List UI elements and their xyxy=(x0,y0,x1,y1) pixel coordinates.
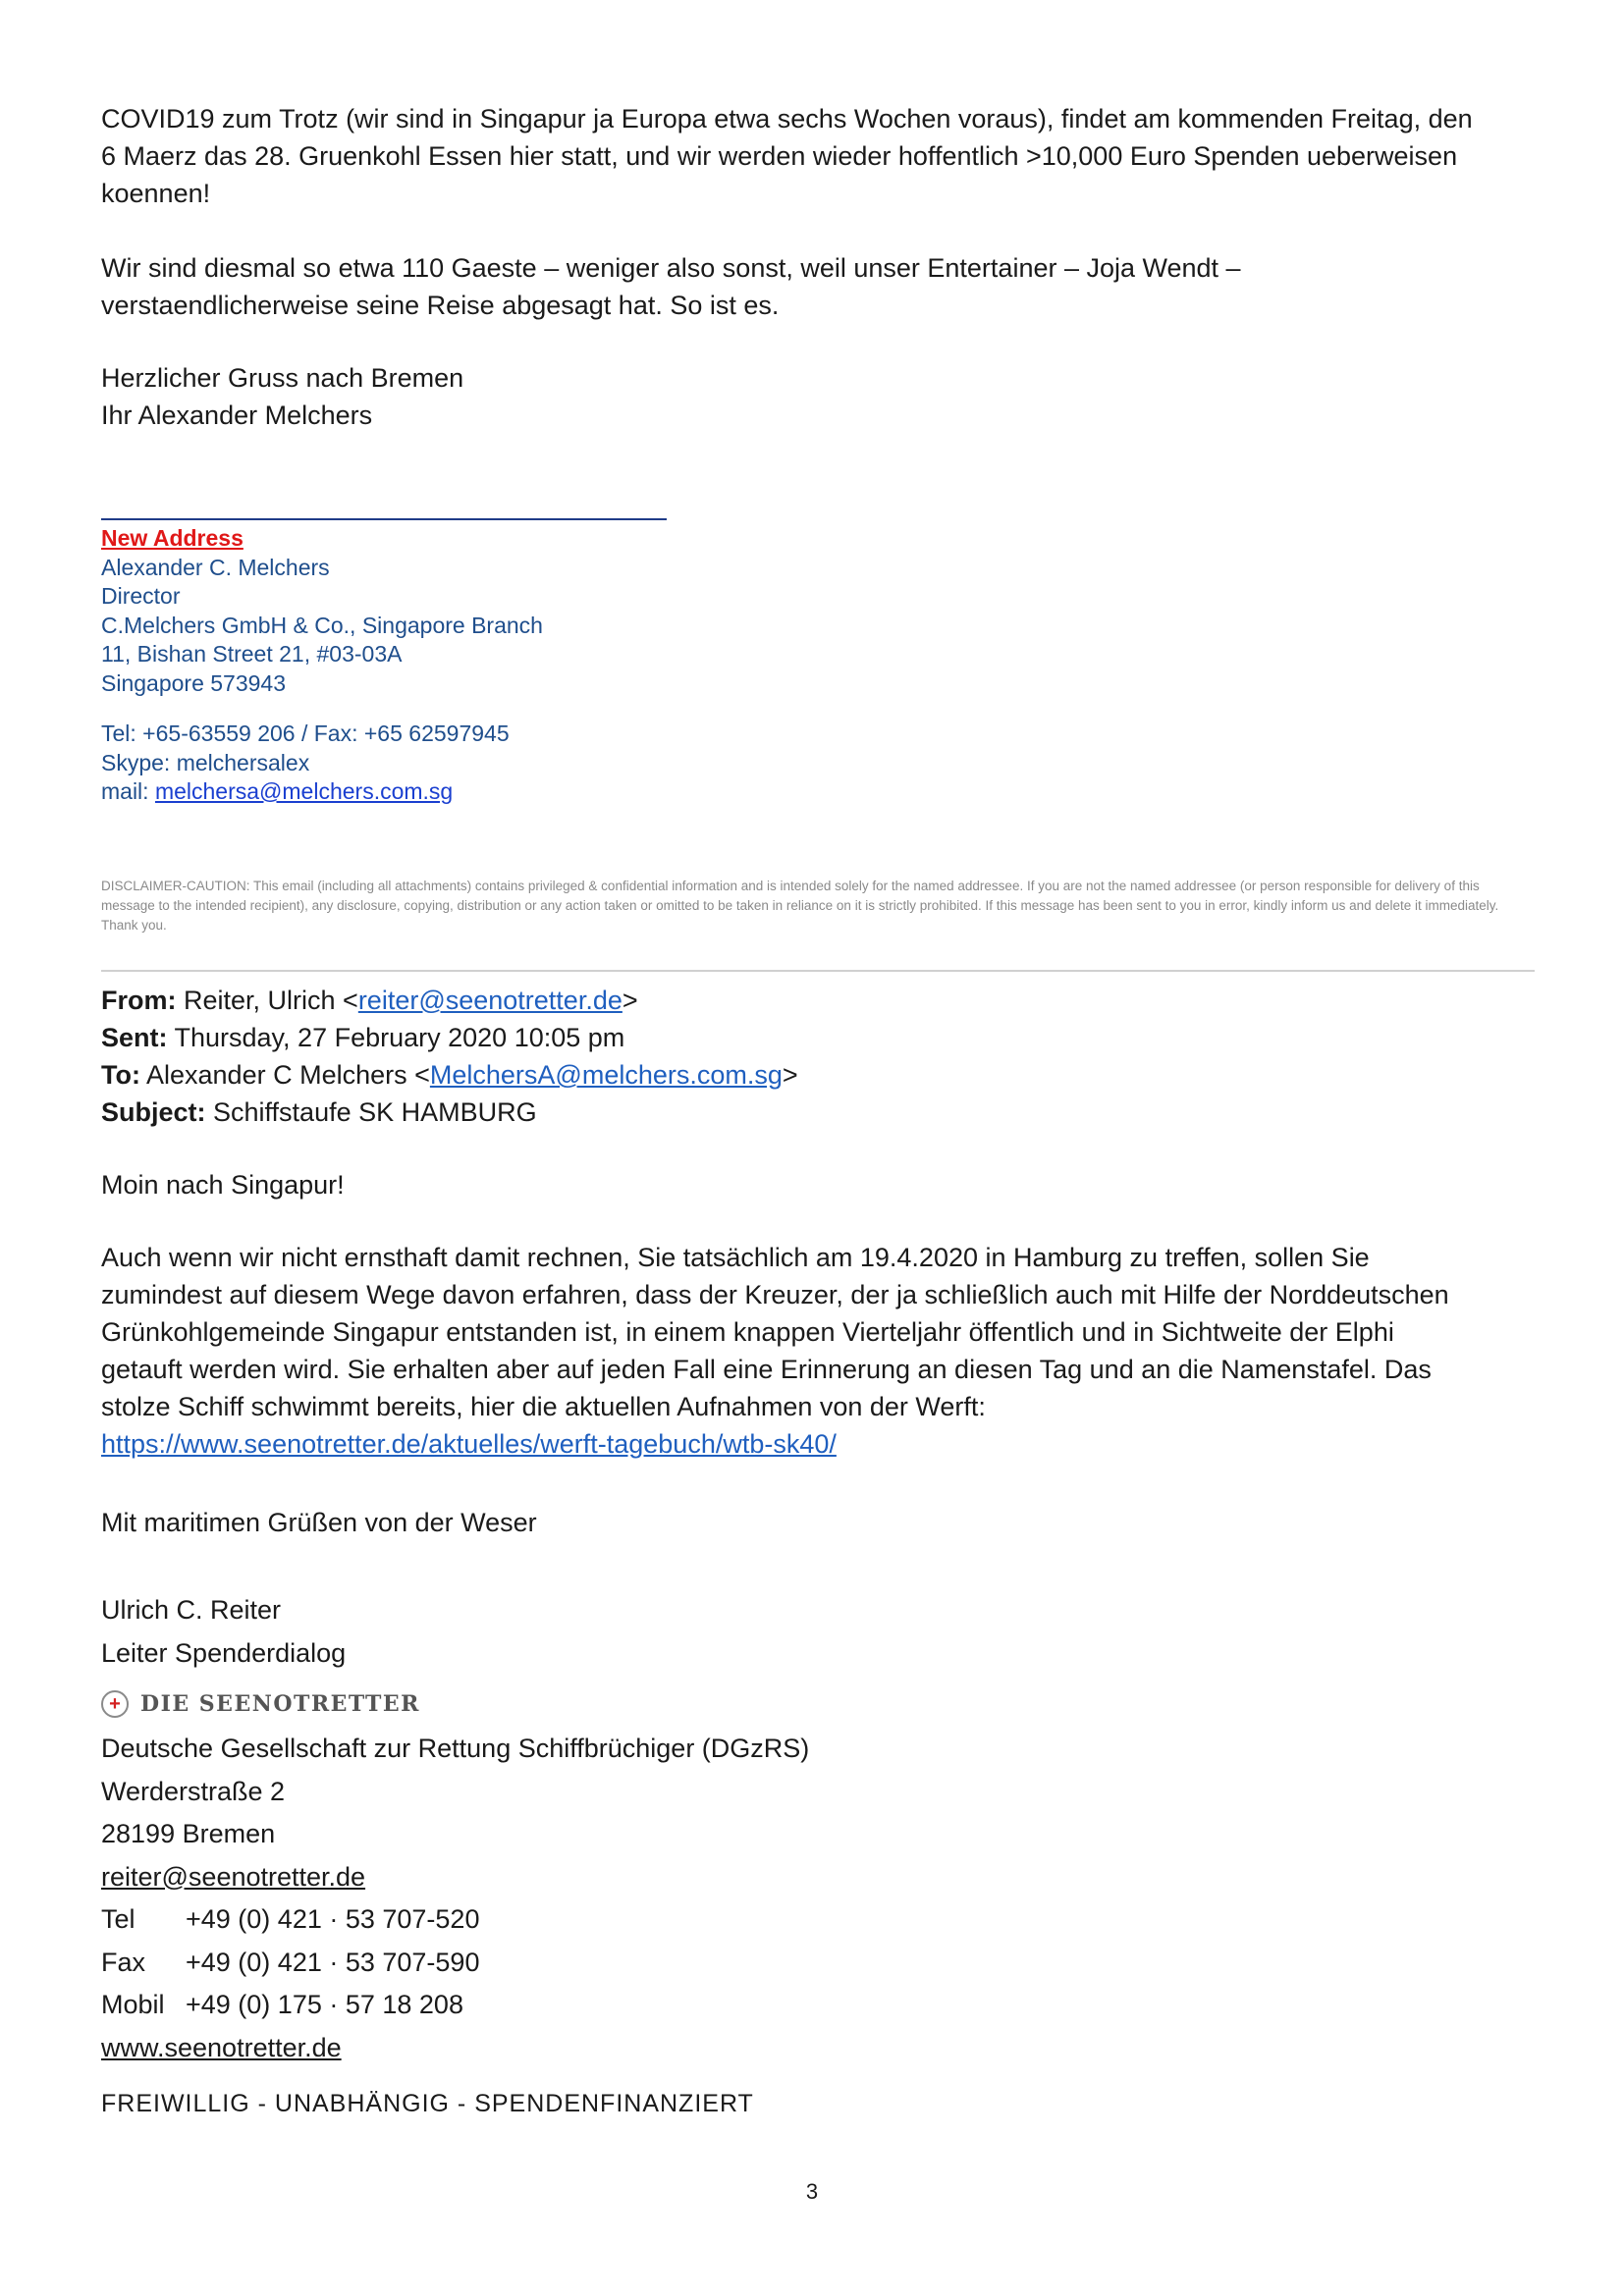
org-name: Deutsche Gesellschaft zur Rettung Schiffbrüchiger (DGzRS) xyxy=(101,1734,810,1763)
text-line: verstaendlicherweise seine Reise abgesagt hat. So ist es. xyxy=(101,291,780,320)
org-street: Werderstraße 2 xyxy=(101,1776,286,1806)
sent-label: Sent: xyxy=(101,1023,168,1052)
text-line: zumindest auf diesem Wege davon erfahren, dass der Kreuzer, der ja schließlich auch mit Hilfe der Norddeutschen xyxy=(101,1280,1449,1309)
signature-mail-line xyxy=(101,777,671,807)
to-line xyxy=(101,1056,1535,1094)
to-email-link[interactable]: MelchersA@melchers.com.sg xyxy=(429,1060,783,1090)
message-paragraph-1 xyxy=(101,100,1535,212)
signature-divider xyxy=(101,518,667,520)
mobil-line xyxy=(101,1984,1083,2027)
from-email-link[interactable]: reiter@seenotretter.de xyxy=(357,986,623,1015)
from-end: > xyxy=(622,986,638,1015)
to-name: Alexander C Melchers < xyxy=(139,1060,430,1090)
text-line: Grünkohlgemeinde Singapur entstanden ist, in einem knappen Vierteljahr öffentlich und in Sichtweite der Elphi xyxy=(101,1317,1394,1347)
to-label: To: xyxy=(101,1060,140,1090)
email-separator xyxy=(101,970,1535,972)
sent-line xyxy=(101,1019,1535,1056)
disclaimer-text: DISCLAIMER-CAUTION: This email (including all attachments) contains privileged & confidential information and is intended solely for the named addressee. If you are not the named addressee (or person responsible for delivery of this message to the intended recipient), any disclosure, copying, distribution or any action taken or omitted to be taken in reliance on it is strictly prohibited. If this message has been sent to you in error, kindly inform us and delete it immediately. Thank you. xyxy=(101,879,1499,933)
signature-title: Director xyxy=(101,583,181,609)
org-motto: FREIWILLIG - UNABHÄNGIG - SPENDENFINANZIERT xyxy=(101,2090,754,2117)
signature-name: Alexander C. Melchers xyxy=(101,554,330,580)
fax-value: +49 (0) 421 · 53 707-590 xyxy=(186,1947,480,1977)
text-line: 6 Maerz das 28. Gruenkohl Essen hier statt, und wir werden wieder hoffentlich >10,000 Euro Spenden ueberweisen xyxy=(101,141,1458,171)
subject-label: Subject: xyxy=(101,1097,206,1127)
logo-text: DIE SEENOTRETTER xyxy=(140,1691,420,1717)
reply-body xyxy=(101,1239,1535,1463)
signature-city: Singapore 573943 xyxy=(101,669,286,696)
text-line: Wir sind diesmal so etwa 110 Gaeste – weniger also sonst, weil unser Entertainer – Joja Wendt – xyxy=(101,253,1241,283)
from-line xyxy=(101,982,1535,1019)
sent-value: Thursday, 27 February 2020 10:05 pm xyxy=(167,1023,625,1052)
from-label: From: xyxy=(101,986,177,1015)
message-closing xyxy=(101,359,1535,434)
to-end: > xyxy=(782,1060,798,1090)
signature-email-link[interactable]: melchersa@melchers.com.sg xyxy=(154,778,454,804)
mobil-label: Mobil xyxy=(101,1990,165,2019)
fax-label: Fax xyxy=(101,1947,146,1977)
text-line: stolze Schiff schwimmt bereits, hier die aktuellen Aufnahmen von der Werft: xyxy=(101,1392,986,1421)
mail-label: mail: xyxy=(101,778,155,804)
org-contact xyxy=(101,1728,1083,2069)
signature-street: 11, Bishan Street 21, #03-03A xyxy=(101,641,403,667)
email-header xyxy=(101,982,1535,1131)
signature-company: C.Melchers GmbH & Co., Singapore Branch xyxy=(101,612,543,638)
page-number: 3 xyxy=(805,2179,819,2204)
reply-greeting: Moin nach Singapur! xyxy=(101,1170,345,1200)
text-line: COVID19 zum Trotz (wir sind in Singapur ja Europa etwa sechs Wochen voraus), findet am kommenden Freitag, den xyxy=(101,104,1473,133)
tel-label: Tel xyxy=(101,1904,135,1934)
text-line: koennen! xyxy=(101,179,211,208)
sender-name: Ulrich C. Reiter xyxy=(101,1595,282,1625)
subject-line xyxy=(101,1094,1535,1131)
werft-tagebuch-link[interactable]: https://www.seenotretter.de/aktuelles/werft-tagebuch/wtb-sk40/ xyxy=(101,1429,837,1459)
text-line: Herzlicher Gruss nach Bremen xyxy=(101,363,464,393)
message-paragraph-2 xyxy=(101,249,1535,324)
org-website-link[interactable]: www.seenotretter.de xyxy=(101,2032,342,2062)
org-city: 28199 Bremen xyxy=(101,1819,276,1848)
text-line: Auch wenn wir nicht ernsthaft damit rechnen, Sie tatsächlich am 19.4.2020 in Hamburg zu treffen, sollen Sie xyxy=(101,1243,1370,1272)
mobil-value: +49 (0) 175 · 57 18 208 xyxy=(186,1990,463,2019)
cross-icon: + xyxy=(101,1690,129,1718)
fax-line xyxy=(101,1942,1083,1985)
org-email-link[interactable]: reiter@seenotretter.de xyxy=(101,1861,366,1892)
signature-tel-fax: Tel: +65-63559 206 / Fax: +65 62597945 xyxy=(101,721,510,746)
subject-value: Schiffstaufe SK HAMBURG xyxy=(205,1097,537,1127)
email-signature xyxy=(101,518,671,807)
from-name: Reiter, Ulrich < xyxy=(176,986,358,1015)
new-address-label: New Address xyxy=(101,525,244,551)
text-line: Ihr Alexander Melchers xyxy=(101,400,373,430)
reply-regards: Mit maritimen Grüßen von der Weser xyxy=(101,1508,537,1537)
text-line: getauft werden wird. Sie erhalten aber auf jeden Fall eine Erinnerung an diesen Tag und an die Namenstafel. Das xyxy=(101,1355,1432,1384)
tel-value: +49 (0) 421 · 53 707-520 xyxy=(186,1904,480,1934)
seenotretter-logo xyxy=(101,1690,420,1718)
tel-line xyxy=(101,1898,1083,1942)
signature-skype: Skype: melchersalex xyxy=(101,749,310,775)
reply-signature xyxy=(101,1588,1535,1675)
sender-role: Leiter Spenderdialog xyxy=(101,1638,347,1668)
